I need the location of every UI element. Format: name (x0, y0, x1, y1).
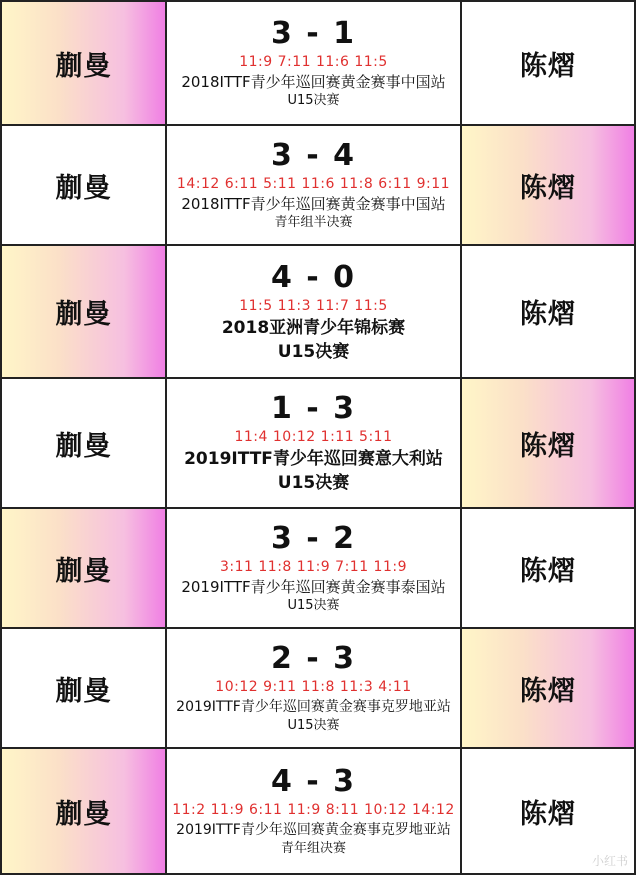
event-round: U15决赛 (287, 598, 340, 613)
player-right-cell (462, 126, 636, 244)
match-score: 3 - 2 (270, 521, 357, 556)
event-name: 2018ITTF青少年巡回赛黄金赛事中国站 (181, 195, 446, 213)
player-right-name: 陈熠 (520, 430, 576, 462)
event-round: 青年组半决赛 (274, 215, 353, 230)
watermark-logo: 小红书 (591, 854, 628, 868)
game-scores: 11:4 10:12 1:11 5:11 (234, 429, 393, 445)
game-scores: 11:2 11:9 6:11 11:9 8:11 10:12 14:12 (172, 802, 455, 818)
match-details (167, 246, 462, 377)
match-row (0, 629, 636, 749)
game-scores: 11:5 11:3 11:7 11:5 (239, 297, 388, 314)
event-round: U15决赛 (287, 93, 340, 108)
match-row (0, 246, 636, 379)
match-row (0, 126, 636, 246)
player-left-cell (0, 246, 167, 377)
player-right-cell (462, 629, 636, 747)
match-details (167, 379, 462, 507)
match-score: 3 - 1 (270, 16, 357, 51)
match-score: 2 - 3 (270, 641, 357, 676)
player-right-name: 陈熠 (520, 172, 576, 204)
player-right-cell (462, 509, 636, 627)
player-right-cell (462, 749, 636, 873)
match-row (0, 749, 636, 875)
event-round: U15决赛 (277, 341, 350, 362)
match-row (0, 2, 636, 126)
player-right-name: 陈熠 (520, 50, 576, 82)
event-name: 2019ITTF青少年巡回赛黄金赛事泰国站 (181, 578, 446, 596)
match-details (167, 509, 462, 627)
player-left-cell (0, 509, 167, 627)
player-right-name: 陈熠 (520, 555, 576, 587)
event-name: 2019ITTF青少年巡回赛意大利站 (184, 449, 443, 469)
player-right-cell (462, 379, 636, 507)
match-score: 4 - 3 (270, 764, 357, 799)
event-name: 2019ITTF青少年巡回赛黄金赛事克罗地亚站 (176, 822, 451, 838)
event-name: 2018亚洲青少年锦标赛 (221, 317, 406, 338)
player-left-name: 蒯曼 (55, 798, 112, 830)
game-scores: 3:11 11:8 11:9 7:11 11:9 (220, 559, 407, 575)
player-right-name: 陈熠 (520, 798, 576, 830)
player-left-name: 蒯曼 (55, 555, 112, 587)
player-left-cell (0, 379, 167, 507)
player-left-name: 蒯曼 (55, 430, 112, 462)
player-left-cell (0, 126, 167, 244)
player-right-cell (462, 246, 636, 377)
event-name: 2018ITTF青少年巡回赛黄金赛事中国站 (181, 73, 446, 91)
player-right-cell (462, 2, 636, 124)
event-round: U15决赛 (277, 473, 350, 493)
match-details (167, 749, 462, 873)
player-left-name: 蒯曼 (55, 50, 112, 82)
player-left-name: 蒯曼 (55, 299, 112, 330)
game-scores: 11:9 7:11 11:6 11:5 (239, 54, 388, 70)
event-name: 2019ITTF青少年巡回赛黄金赛事克罗地亚站 (176, 699, 451, 715)
player-left-name: 蒯曼 (55, 675, 112, 707)
player-left-cell (0, 2, 167, 124)
event-round: 青年组决赛 (280, 841, 346, 856)
player-left-cell (0, 749, 167, 873)
match-details (167, 126, 462, 244)
player-right-name: 陈熠 (520, 675, 576, 707)
match-row (0, 379, 636, 509)
player-left-name: 蒯曼 (55, 172, 112, 204)
match-row (0, 509, 636, 629)
match-details (167, 2, 462, 124)
event-round: U15决赛 (287, 718, 340, 733)
game-scores: 14:12 6:11 5:11 11:6 11:8 6:11 9:11 (176, 176, 451, 192)
player-right-name: 陈熠 (520, 299, 576, 330)
player-left-cell (0, 629, 167, 747)
game-scores: 10:12 9:11 11:8 11:3 4:11 (215, 679, 412, 695)
match-score: 3 - 4 (270, 138, 357, 173)
match-details (167, 629, 462, 747)
match-score: 4 - 0 (270, 259, 357, 295)
match-score: 1 - 3 (270, 391, 357, 426)
